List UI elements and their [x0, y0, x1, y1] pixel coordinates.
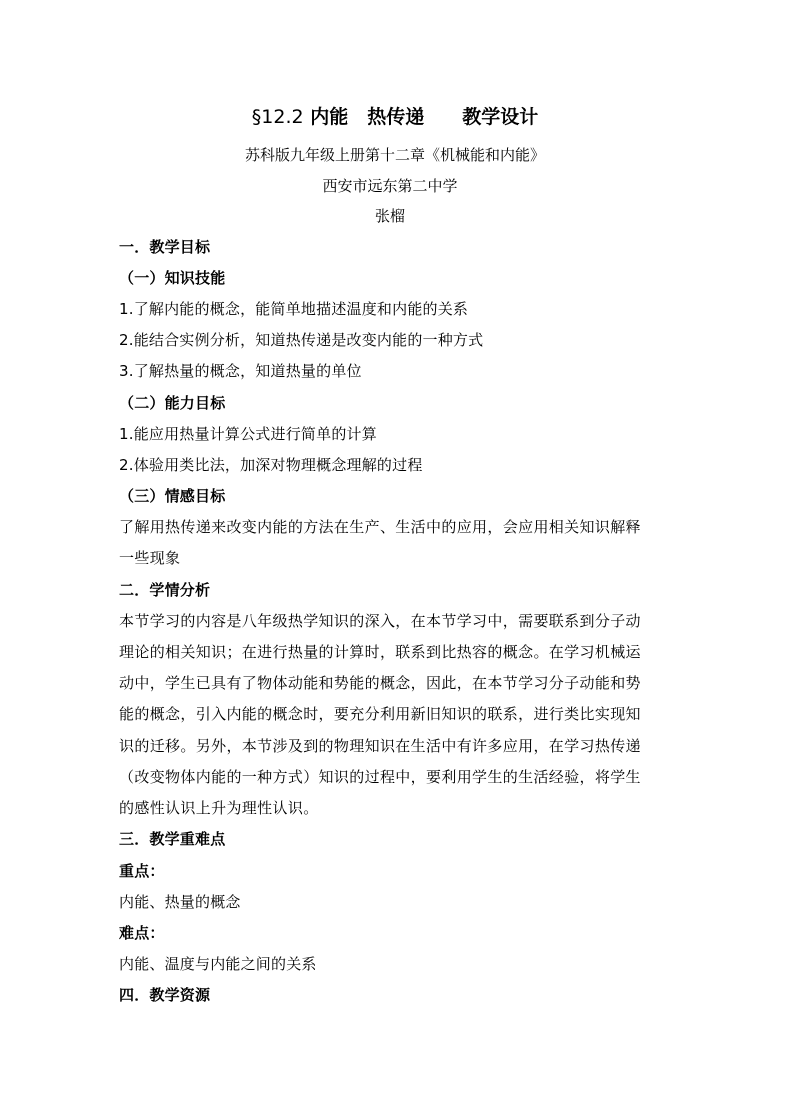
paragraph-line: 能的概念，引入内能的概念时，要充分利用新旧知识的联系，进行类比实现知: [119, 705, 641, 723]
list-item: 1.能应用热量计算公式进行简单的计算: [119, 425, 377, 443]
difficulty-label: 难点：: [119, 924, 165, 942]
paragraph-line: 的感性认识上升为理性认识。: [119, 799, 319, 817]
section-heading-analysis: 二．学情分析: [119, 581, 211, 599]
list-item: 3.了解热量的概念，知道热量的单位: [119, 362, 362, 380]
section-heading-resources: 四．教学资源: [119, 986, 211, 1004]
section-heading-objectives: 一．教学目标: [119, 238, 211, 256]
key-point-text: 内能、热量的概念: [119, 893, 241, 911]
school-name: 西安市远东第二中学: [322, 177, 458, 195]
document-title: [0, 104, 790, 130]
subsection-heading-ability: （二）能力目标: [119, 394, 226, 412]
paragraph-line: 一些现象: [119, 549, 181, 567]
paragraph-line: 了解用热传递来改变内能的方法在生产、生活中的应用，会应用相关知识解释: [119, 518, 641, 536]
list-item: 2.能结合实例分析，知道热传递是改变内能的一种方式: [119, 331, 484, 349]
subsection-heading-emotion: （三）情感目标: [119, 487, 226, 505]
author-name: 张榴: [374, 207, 405, 225]
list-item: 2.体验用类比法，加深对物理概念理解的过程: [119, 456, 423, 474]
difficulty-text: 内能、温度与内能之间的关系: [119, 955, 317, 973]
paragraph-line: 识的迁移。另外，本节涉及到的物理知识在生活中有许多应用，在学习热传递: [119, 737, 641, 755]
title-text: 内能 热传递 教学设计: [310, 106, 539, 128]
paragraph-line: 本节学习的内容是八年级热学知识的深入，在本节学习中，需要联系到分子动: [119, 612, 641, 630]
list-item: 1.了解内能的概念，能简单地描述温度和内能的关系: [119, 300, 469, 318]
section-heading-key-points: 三．教学重难点: [119, 830, 226, 848]
key-point-label: 重点：: [119, 862, 165, 880]
paragraph-line: 理论的相关知识；在进行热量的计算时，联系到比热容的概念。在学习机械运: [119, 643, 641, 661]
title-section-number: §12.2: [251, 106, 304, 128]
paragraph-line: （改变物体内能的一种方式）知识的过程中，要利用学生的生活经验，将学生: [119, 768, 641, 786]
paragraph-line: 动中，学生已具有了物体动能和势能的概念，因此，在本节学习分子动能和势: [119, 674, 641, 692]
subsection-heading-knowledge: （一）知识技能: [119, 269, 226, 287]
document-subtitle: 苏科版九年级上册第十二章《机械能和内能》: [244, 146, 545, 164]
